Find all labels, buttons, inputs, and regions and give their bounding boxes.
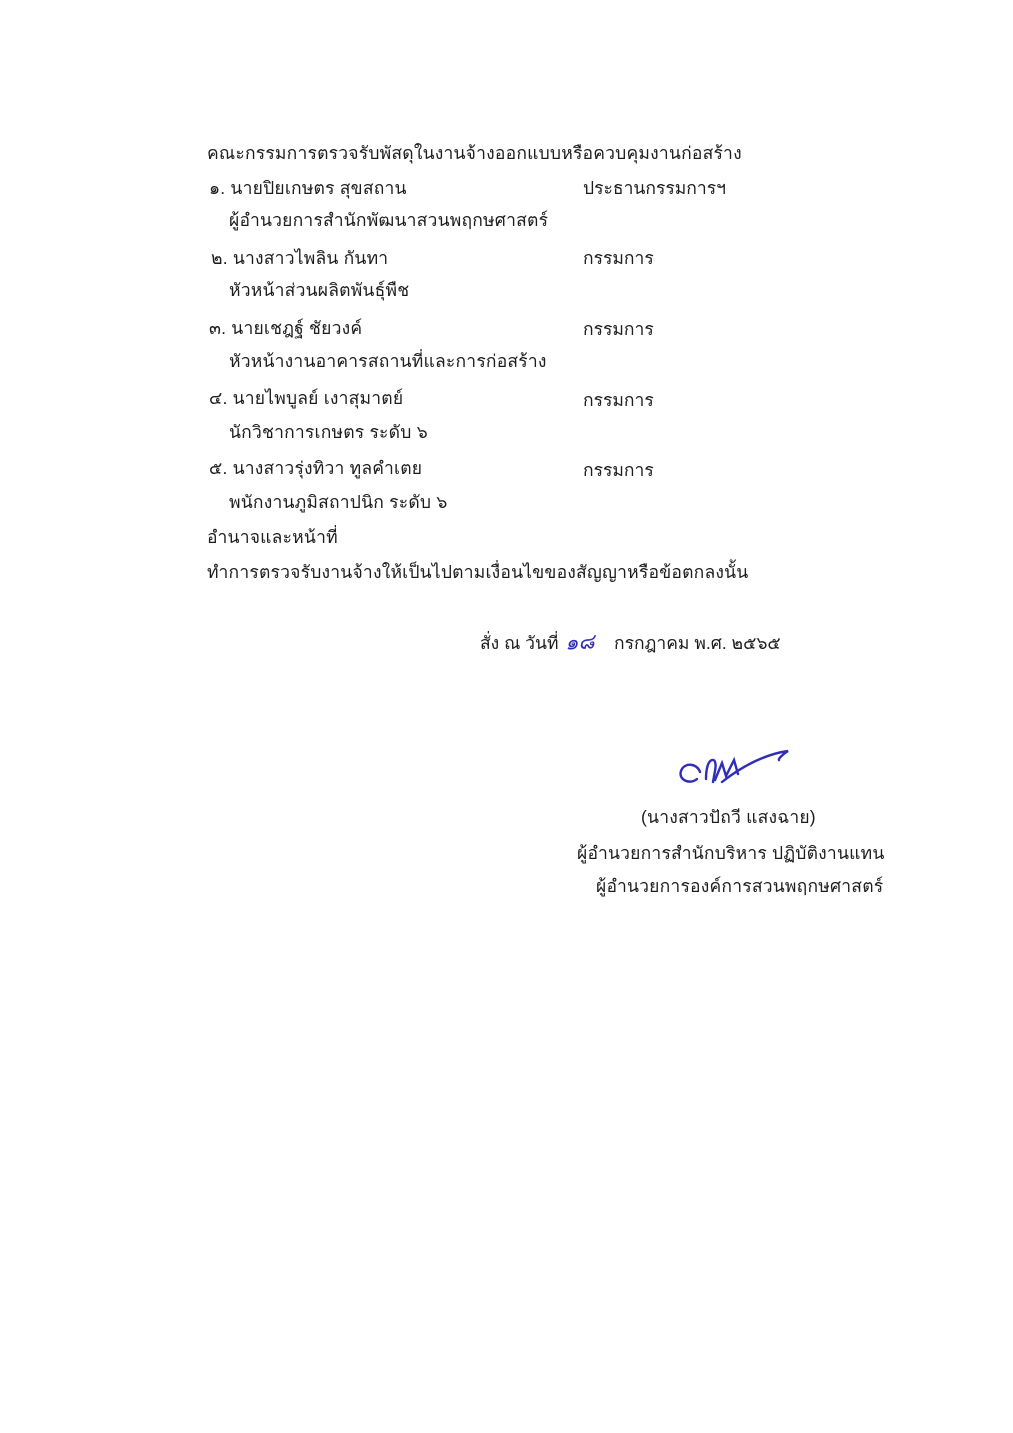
committee-member-position: หัวหน้างานอาคารสถานที่และการก่อสร้าง (229, 351, 547, 371)
signer-title-line1: ผู้อำนวยการสำนักบริหาร ปฏิบัติงานแทน (577, 843, 885, 863)
signer-title-line2: ผู้อำนวยการองค์การสวนพฤกษศาสตร์ (596, 876, 884, 896)
committee-member-role: กรรมการ (583, 319, 654, 339)
committee-member-role: กรรมการ (583, 248, 654, 268)
order-date-suffix: กรกฎาคม พ.ศ. ๒๕๖๕ (614, 633, 781, 653)
committee-member-role: ประธานกรรมการฯ (583, 178, 726, 198)
committee-member-position: นักวิชาการเกษตร ระดับ ๖ (229, 422, 428, 442)
committee-member-role: กรรมการ (583, 390, 654, 410)
committee-member-name: ๒. นางสาวไพลิน กันทา (211, 248, 389, 268)
order-date-line (480, 626, 781, 659)
committee-member-role: กรรมการ (583, 460, 654, 480)
committee-member-name: ๕. นางสาวรุ่งทิวา ทูลคำเตย (209, 458, 423, 478)
duty-heading: อำนาจและหน้าที่ (207, 527, 338, 547)
committee-member-position: พนักงานภูมิสถาปนิก ระดับ ๖ (229, 492, 448, 512)
committee-member-position: หัวหน้าส่วนผลิตพันธุ์พืช (229, 280, 410, 300)
duty-text: ทำการตรวจรับงานจ้างให้เป็นไปตามเงื่อนไขของสัญญาหรือข้อตกลงนั้น (207, 562, 749, 582)
handwritten-day-number: ๑๘ (563, 630, 595, 655)
signature-ink (662, 742, 812, 802)
document-heading: คณะกรรมการตรวจรับพัสดุในงานจ้างออกแบบหรือควบคุมงานก่อสร้าง (207, 143, 742, 163)
committee-member-name: ๓. นายเชฎฐ์ ชัยวงค์ (209, 318, 363, 338)
order-date-prefix: สั่ง ณ วันที่ (480, 633, 559, 653)
committee-member-name: ๑. นายปิยเกษตร สุขสถาน (209, 178, 407, 198)
committee-member-name: ๔. นายไพบูลย์ เงาสุมาตย์ (209, 388, 404, 408)
signer-name: (นางสาวปัถวี แสงฉาย) (641, 807, 816, 827)
committee-member-position: ผู้อำนวยการสำนักพัฒนาสวนพฤกษศาสตร์ (229, 210, 549, 230)
